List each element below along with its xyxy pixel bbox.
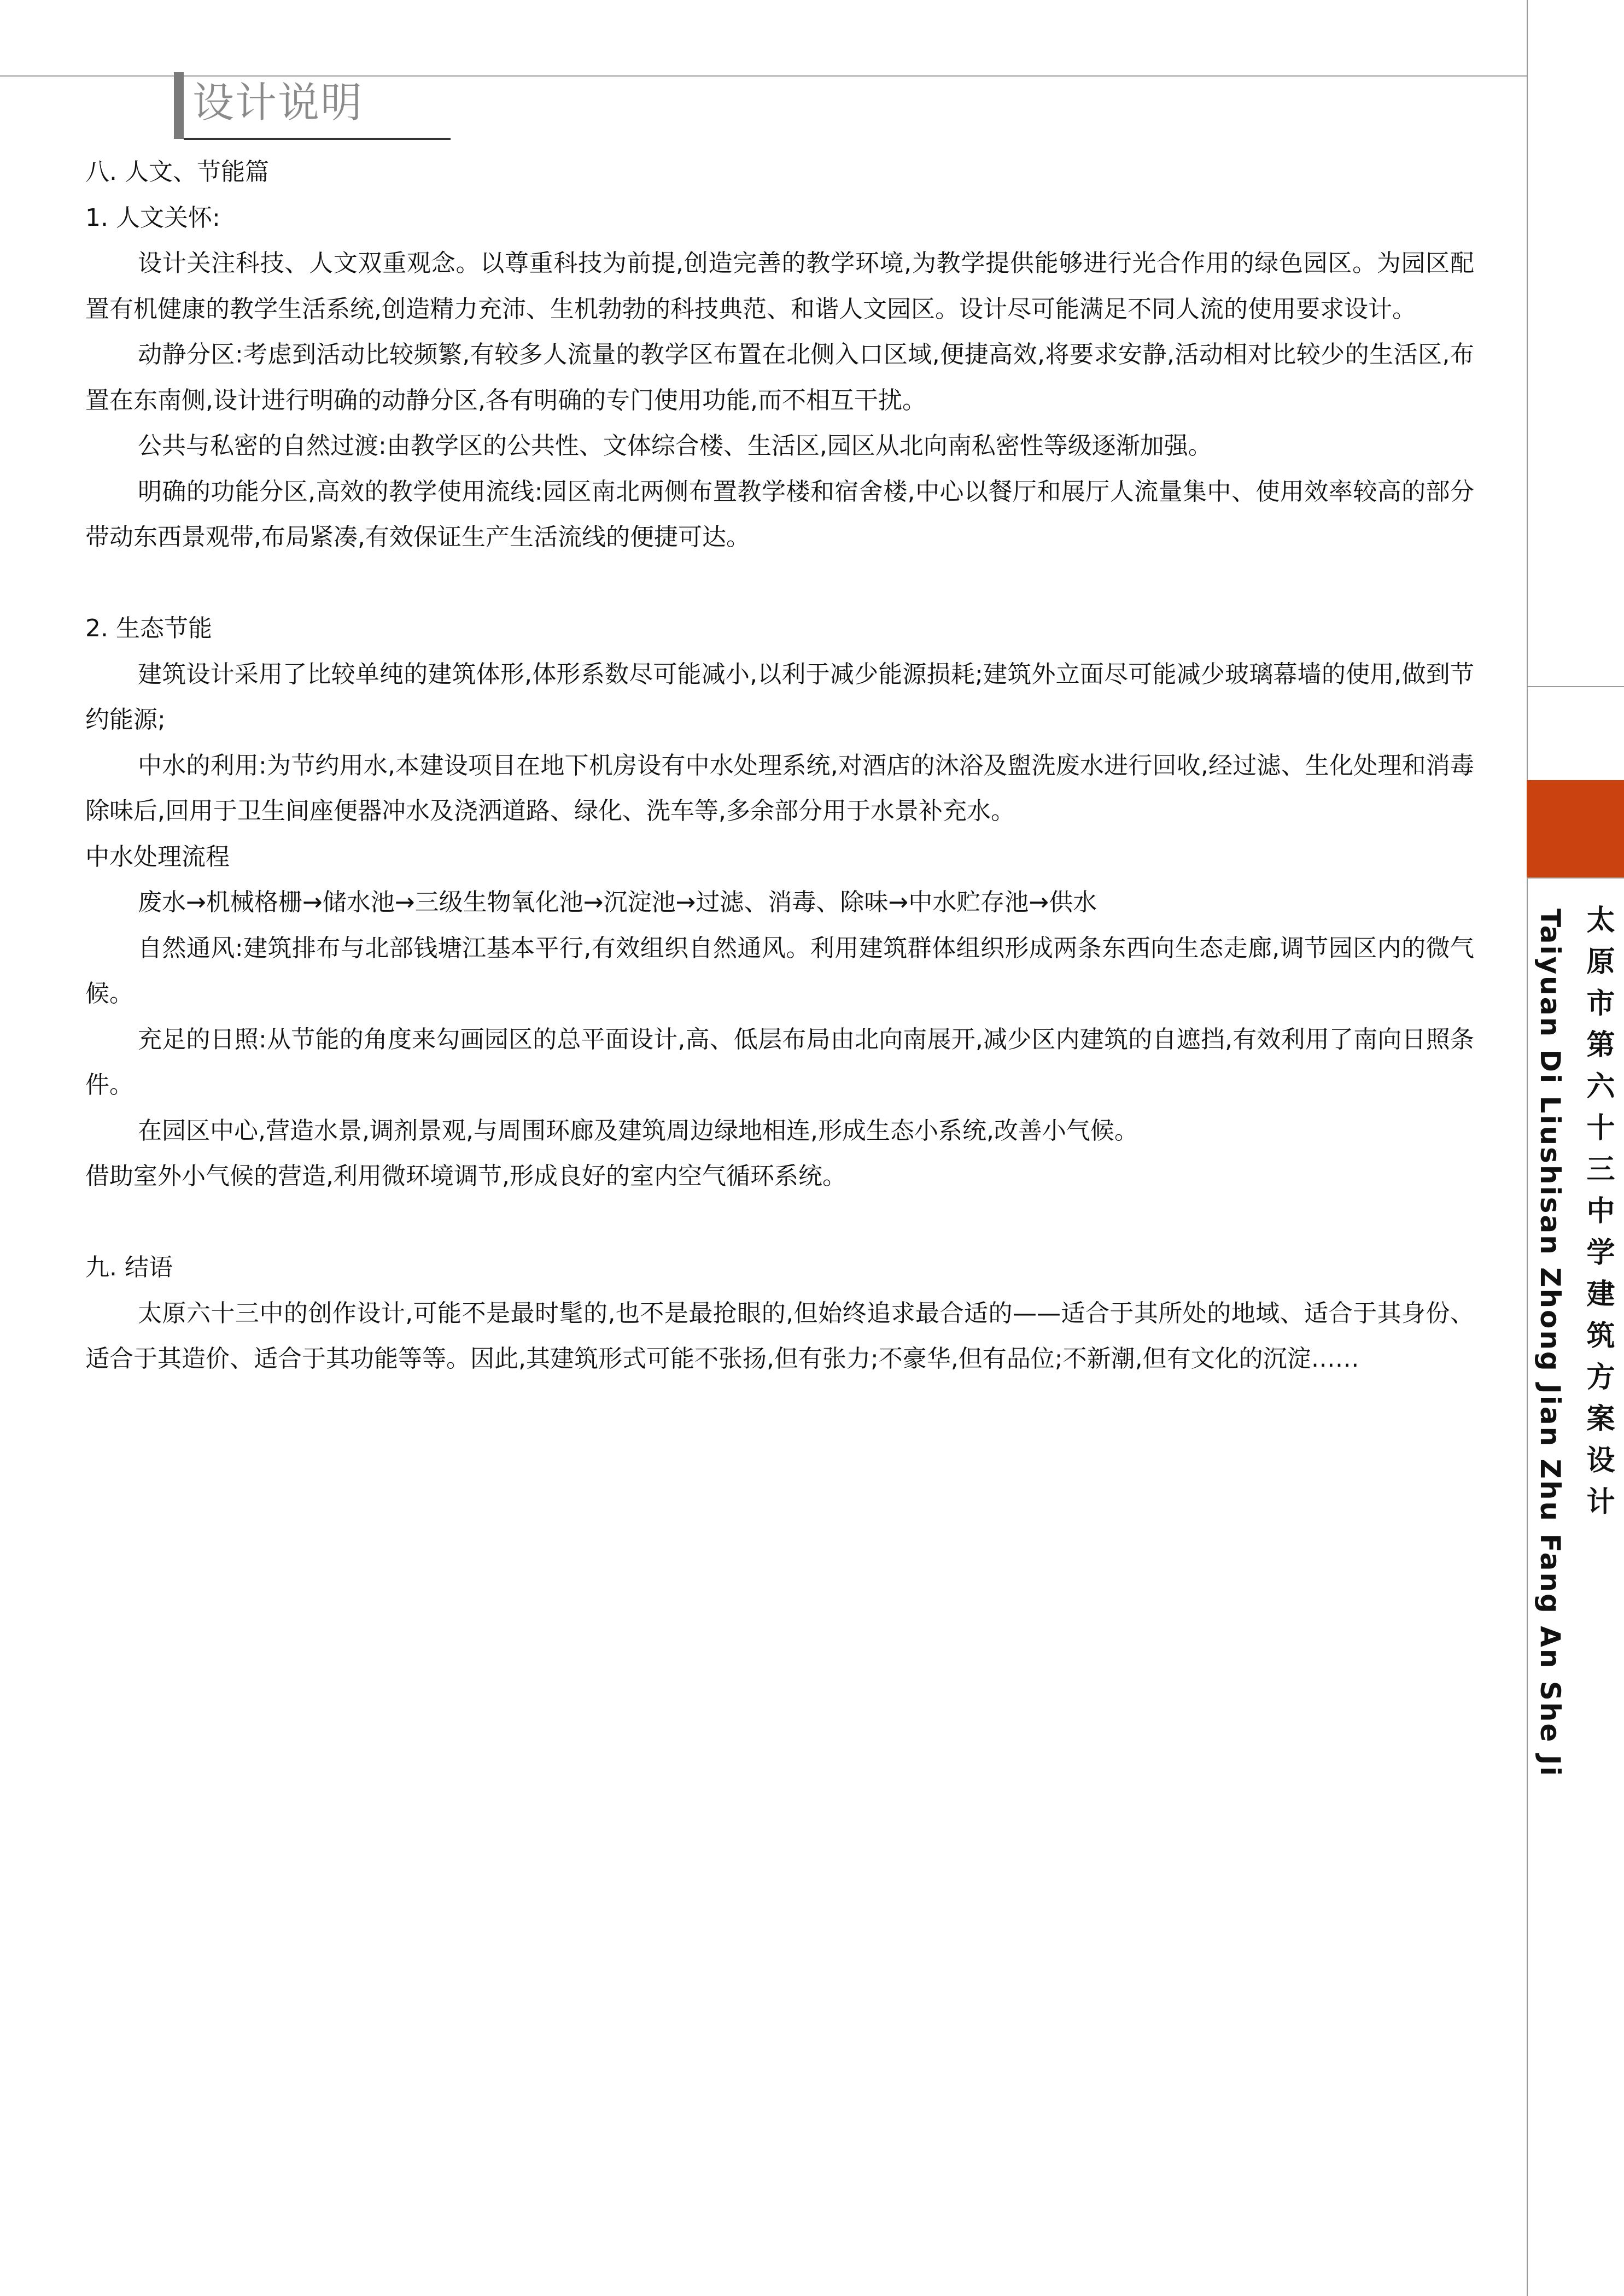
subsection-2-heading: 2. 生态节能 <box>85 614 212 642</box>
flow-sequence: 废水→机械格栅→储水池→三级生物氧化池→沉淀池→过滤、消毒、除味→中水贮存池→供水 <box>138 888 1097 916</box>
side-rule-lower <box>1527 877 1624 878</box>
side-rule <box>1527 686 1624 687</box>
paragraph: 充足的日照:从节能的角度来勾画园区的总平面设计,高、低层布局由北向南展开,减少区内建筑的自遮挡,有效利用了南向日照条件。 <box>85 1025 1474 1099</box>
header-underline <box>184 138 451 140</box>
side-title-chinese: 太原市第六十三中学建筑方案设计 <box>1581 905 1614 1528</box>
side-title-pinyin: Taiyuan Di Liushisan Zhong Jian Zhu Fang An She Ji <box>1534 909 1566 1778</box>
document-body <box>85 149 1474 1382</box>
section-9-heading: 九. 结语 <box>85 1254 173 1281</box>
paragraph: 明确的功能分区,高效的教学使用流线:园区南北两侧布置教学楼和宿舍楼,中心以餐厅和展厅人流量集中、使用效率较高的部分带动东西景观带,布局紧凑,有效保证生产生活流线的便捷可达。 <box>85 477 1474 551</box>
paragraph: 设计关注科技、人文双重观念。以尊重科技为前提,创造完善的教学环境,为教学提供能够进行光合作用的绿色园区。为园区配置有机健康的教学生活系统,创造精力充沛、生机勃勃的科技典范、和谐人文园区。设计尽可能满足不同人流的使用要求设计。 <box>85 249 1474 323</box>
subsection-1-heading: 1. 人文关怀: <box>85 203 220 232</box>
spacer <box>85 560 1474 606</box>
paragraph: 自然通风:建筑排布与北部钱塘江基本平行,有效组织自然通风。利用建筑群体组织形成两条东西向生态走廊,调节园区内的微气候。 <box>85 934 1474 1008</box>
paragraph: 借助室外小气候的营造,利用微环境调节,形成良好的室内空气循环系统。 <box>85 1162 846 1190</box>
paragraph: 公共与私密的自然过渡:由教学区的公共性、文体综合楼、生活区,园区从北向南私密性等级逐渐加强。 <box>138 432 1212 460</box>
paragraph: 在园区中心,营造水景,调剂景观,与周围环廊及建筑周边绿地相连,形成生态小系统,改善小气候。 <box>138 1116 1138 1145</box>
flow-heading: 中水处理流程 <box>85 842 230 871</box>
side-accent-block <box>1527 780 1624 877</box>
paragraph: 太原六十三中的创作设计,可能不是最时髦的,也不是最抢眼的,但始终追求最合适的——适合于其所处的地域、适合于其身份、适合于其造价、适合于其功能等等。因此,其建筑形式可能不张扬,但有张力;不豪华,但有品位;不新潮,但有文化的沉淀…… <box>85 1299 1474 1373</box>
paragraph: 动静分区:考虑到活动比较频繁,有较多人流量的教学区布置在北侧入口区域,便捷高效,将要求安静,活动相对比较少的生活区,布置在东南侧,设计进行明确的动静分区,各有明确的专门使用功能,而不相互干扰。 <box>85 341 1474 414</box>
header-bar <box>174 72 184 139</box>
section-title: 设计说明 <box>192 78 363 127</box>
paragraph: 中水的利用:为节约用水,本建设项目在地下机房设有中水处理系统,对酒店的沐浴及盥洗废水进行回收,经过滤、生化处理和消毒除味后,回用于卫生间座便器冲水及浇洒道路、绿化、洗车等,多余部分用于水景补充水。 <box>85 751 1474 825</box>
spacer <box>85 1199 1474 1245</box>
side-divider <box>1527 0 1528 2296</box>
paragraph: 建筑设计采用了比较单纯的建筑体形,体形系数尽可能减小,以利于减少能源损耗;建筑外立面尽可能减少玻璃幕墙的使用,做到节约能源; <box>85 660 1474 734</box>
section-8-heading: 八. 人文、节能篇 <box>85 158 269 186</box>
section-header <box>174 72 451 139</box>
